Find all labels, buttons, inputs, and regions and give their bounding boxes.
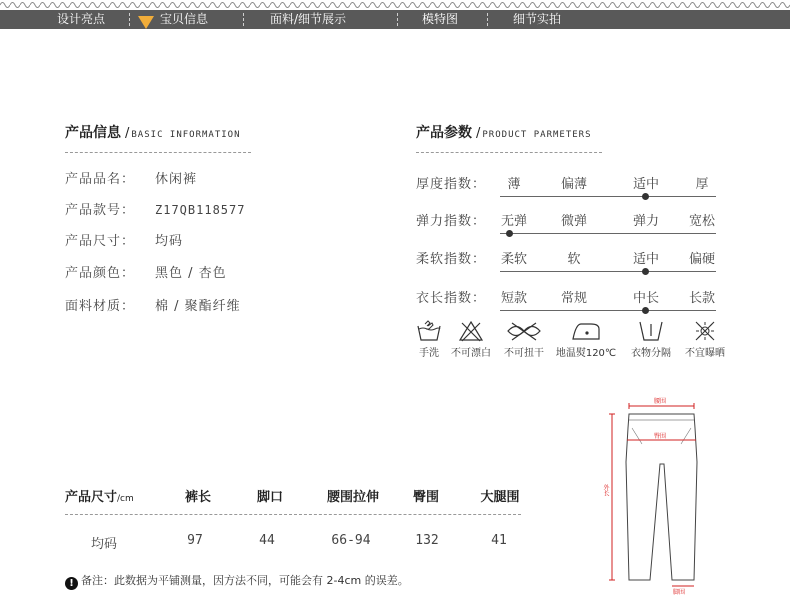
divider [65,152,251,153]
nav-tab-model-photos[interactable]: 模特图 [422,12,459,26]
param-label: 衣长指数： [416,291,487,306]
param-option: 宽松 [688,214,715,229]
product-info-heading: 产品信息 / BASIC INFORMATION [65,125,241,141]
nav-tab-product-info[interactable]: 宝贝信息 [160,12,209,26]
param-option: 常规 [560,291,587,306]
product-info-title: 产品信息 [65,125,121,141]
table-cell: 97 [187,533,203,548]
care-item [680,320,730,359]
care-label: 衣物分隔 [631,348,671,359]
info-row-size [65,230,183,248]
nav-bar [0,10,790,29]
header-unit: /cm [117,494,134,504]
param-option: 无弹 [500,214,527,229]
nav-separator [243,13,244,26]
care-label: 不可漂白 [451,348,491,359]
param-indicator-dot [642,268,649,275]
param-scale-line [500,310,716,311]
table-header-waist: 腰围拉伸 [326,490,379,505]
param-option: 薄 [507,177,521,192]
param-scale-line [500,233,716,234]
product-params-heading: 产品参数 / PRODUCT PARMETERS [416,125,592,141]
table-cell: 41 [491,533,507,548]
hem-label: 脚围 [673,590,686,596]
param-option: 适中 [632,252,659,267]
param-option: 弹力 [632,214,659,229]
divider [416,152,602,153]
param-scale-line [500,196,716,197]
nav-separator [397,13,398,26]
product-params-title: 产品参数 [416,125,472,141]
hip-label: 臀围 [654,434,667,440]
param-option: 软 [567,252,581,267]
info-row-material [65,295,241,313]
info-label: 产品款号： [65,203,136,218]
care-label: 手洗 [419,348,439,359]
param-option: 偏薄 [560,177,587,192]
param-option: 长款 [688,291,715,306]
param-option: 短款 [500,291,527,306]
exclamation-icon: ! [65,577,78,590]
table-cell: 均码 [90,537,117,552]
param-option: 微弹 [560,214,587,229]
table-header-hem: 脚口 [256,490,283,505]
table-header-hip: 臀围 [412,490,439,505]
param-indicator-dot [506,230,513,237]
care-item [446,320,496,359]
no-wring-icon [504,320,544,342]
param-option: 厚 [695,177,709,192]
separate-wash-icon [638,320,664,342]
care-item [500,320,548,359]
param-label: 弹力指数： [416,214,487,229]
care-label: 不宜曝晒 [685,348,725,359]
info-label: 产品品名： [65,172,136,187]
nav-tab-detail-shots[interactable]: 细节实拍 [513,12,562,26]
pants-measurement-diagram [602,392,730,599]
param-scale-line [500,271,716,272]
info-row-color [65,262,227,280]
care-item [626,320,676,359]
param-label: 柔软指数： [416,252,487,267]
care-item [555,320,617,359]
table-cell: 66-94 [331,533,371,548]
info-label: 产品颜色： [65,266,136,281]
nav-tab-fabric-details[interactable]: 面料/细节展示 [270,12,347,26]
table-divider [65,514,521,515]
param-option: 中长 [632,291,659,306]
note-text: 备注：此数据为平铺测量，因方法不同，可能会有 2-4cm 的误差。 [81,574,409,587]
param-option: 偏硬 [688,252,715,267]
nav-tab-design-highlights[interactable]: 设计亮点 [57,12,106,26]
info-row-name [65,168,197,186]
param-indicator-dot [642,307,649,314]
info-label: 产品尺寸： [65,234,136,249]
table-header-length: 裤长 [184,490,211,505]
care-item [415,320,443,359]
info-value: 均码 [155,234,184,249]
table-header-thigh: 大腿围 [480,490,520,505]
nav-separator [487,13,488,26]
param-indicator-dot [642,193,649,200]
measurement-note [65,572,409,590]
product-info-subtitle: BASIC INFORMATION [131,130,241,140]
param-option: 适中 [632,177,659,192]
table-cell: 132 [415,533,439,548]
no-sun-dry-icon [692,320,718,342]
info-value: 休闲裤 [155,172,198,187]
info-label: 面料材质： [65,299,136,314]
no-bleach-icon [458,320,484,342]
nav-separator [129,13,130,26]
table-header-size [65,486,134,505]
info-value: 黑色 / 杏色 [155,266,227,281]
info-value: 棉 / 聚酯纤维 [155,299,241,314]
care-label: 不可扭干 [504,348,544,359]
header-text: 产品尺寸 [65,490,118,505]
length-label: 外长 [602,484,608,496]
table-cell: 44 [259,533,275,548]
decorative-wave-border [0,0,790,10]
param-label: 厚度指数： [416,177,487,192]
care-label: 地温熨120℃ [555,348,617,359]
waist-label: 腰围 [654,399,667,405]
info-row-style-no [65,199,245,217]
info-value: Z17QB118577 [155,203,246,217]
active-tab-marker [138,16,154,29]
hand-wash-icon [416,320,442,342]
product-params-subtitle: PRODUCT PARMETERS [482,130,592,140]
low-iron-icon [569,320,603,342]
param-option: 柔软 [500,252,527,267]
